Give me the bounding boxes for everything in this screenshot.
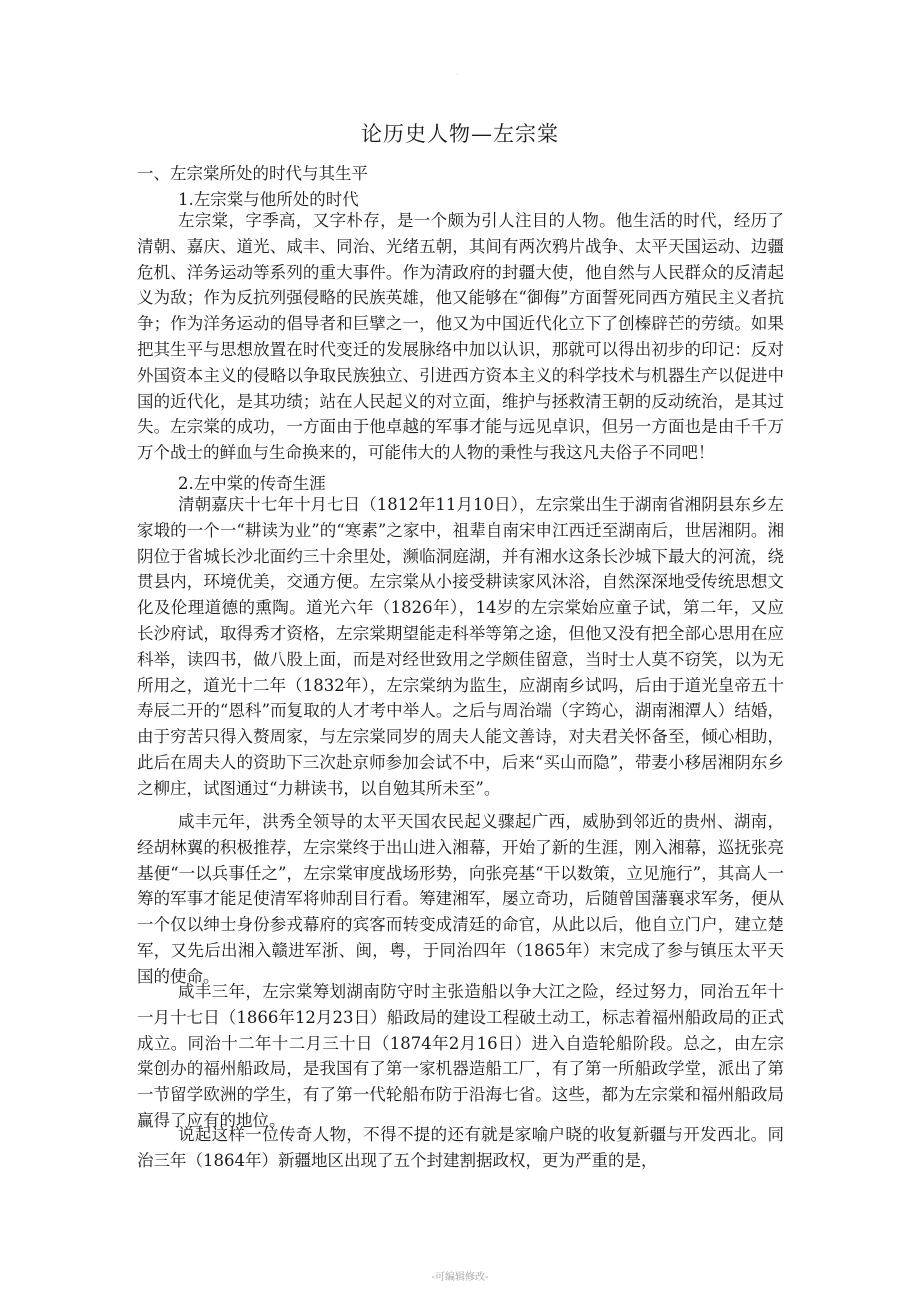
paragraph-4: 咸丰三年，左宗棠筹划湖南防守时主张造船以争大江之险，经过努力，同治五年十一月十七日（1866年12月23日）船政局的建设工程破土动工，标志着福州船政局的正式成立。同治十二年十二月三十日（1874年2月16日）进入自造轮船阶段。总之，由左宗棠创办的福州船政局，是我国有了第一家机器造船工厂，有了第一所船政学堂，派出了第一节留学欧洲的学生，有了第一代轮船布防于沿海七省。这些，都为左宗棠和福州船政局赢得了应有的地位。 xyxy=(137,982,784,1130)
subsection-heading-2: 2.左中棠的传奇生涯 xyxy=(178,474,326,493)
page-footer: -可编辑修改- xyxy=(431,1272,489,1283)
paragraph-3: 咸丰元年，洪秀全领导的太平天国农民起义骤起广西，威胁到邻近的贵州、湖南，经胡林翼的积极推荐，左宗棠终于出山进入湘幕，开始了新的生涯，刚入湘幕，巡抚张亮基便“一以兵事任之”，左宗棠审度战场形势，向张亮基“干以数策，立见施行”，其高人一筹的军事才能足使清军将帅刮目行看。筹建湘军，屡立奇功，后随曾国藩襄求军务，便从一个仅以绅士身份参戎幕府的宾客而转变成清廷的命官，从此以后，他自立门户，建立楚军，又先后出湘入赣进军浙、闽，粤，于同治四年（1865年）末完成了参与镇压太平天国的使命。 xyxy=(137,812,784,986)
document-title: 论历史人物—左宗棠 xyxy=(361,122,559,146)
paragraph-1: 左宗棠，字季高，又字朴存，是一个颇为引人注目的人物。他生活的时代，经历了清朝、嘉庆、道光、咸丰、同治、光绪五朝，其间有两次鸦片战争、太平天国运动、边疆危机、洋务运动等系列的重大事件。作为清政府的封疆大使，他自然与人民群众的反清起义为敌；作为反抗列强侵略的民族英雄，他又能够在“御侮”方面誓死同西方殖民主义者抗争；作为洋务运动的倡导者和巨擘之一，他又为中国近代化立下了创榛辟芒的劳绩。如果把其生平与思想放置在时代变迁的发展脉络中加以认识，那就可以得出初步的印记：反对外国资本主义的侵略以争取民族独立、引进西方资本主义的科学技术与机器生产以促进中国的近代化，是其功绩；站在人民起义的对立面，维护与拯救清王朝的反动统治，是其过失。左宗棠的成功，一方面由于他卓越的军事才能与远见卓识，但另一方面也是由千千万万个战士的鲜血与生命换来的，可能伟大的人物的秉性与我这凡夫俗子不同吧！ xyxy=(137,211,784,463)
paragraph-2: 清朝嘉庆十七年十月七日（1812年11月10日），左宗棠出生于湖南省湘阴县东乡左家塅的一个一“耕读为业”的“寒素”之家中，祖辈自南宋申江西迁至湖南后，世居湘阴。湘阴位于省城长沙北面约三十余里处，濒临洞庭湖，并有湘水这条长沙城下最大的河流，绕贯县内，环境优美，交通方便。左宗棠从小接受耕读家风沐浴，自然深深地受传统思想文化及伦理道德的熏陶。道光六年（1826年），14岁的左宗棠始应童子试，第二年，又应长沙府试，取得秀才资格，左宗棠期望能走科举等第之途，但他又没有把全部心思用在应科举，读四书，做八股上面，而是对经世致用之学颇佳留意，当时士人莫不窃笑，以为无所用之，道光十二年（1832年），左宗棠纳为监生，应湖南乡试吗，后由于道光皇帝五十寿辰二开的“恩科”而复取的人才考中举人。之后与周治端（字筠心，湖南湘潭人）结婚，由于穷苦只得入赘周家，与左宗棠同岁的周夫人能文善诗，对夫君关怀备至，倾心相助，此后在周夫人的资助下三次赴京师参加会试不中，后来“买山而隐”，带妻小移居湘阴东乡之柳庄，试图通过“力耕读书，以自勉其所未至”。 xyxy=(137,495,784,798)
top-marker: · xyxy=(456,70,459,79)
paragraph-5: 说起这样一位传奇人物，不得不提的还有就是家喻户晓的收复新疆与开发西北。同治三年（1864年）新疆地区出现了五个封建割据政权，更为严重的是， xyxy=(137,1125,784,1170)
subsection-heading-1: 1.左宗棠与他所处的时代 xyxy=(178,190,359,209)
section-heading: 一、左宗棠所处的时代与其生平 xyxy=(137,164,368,183)
